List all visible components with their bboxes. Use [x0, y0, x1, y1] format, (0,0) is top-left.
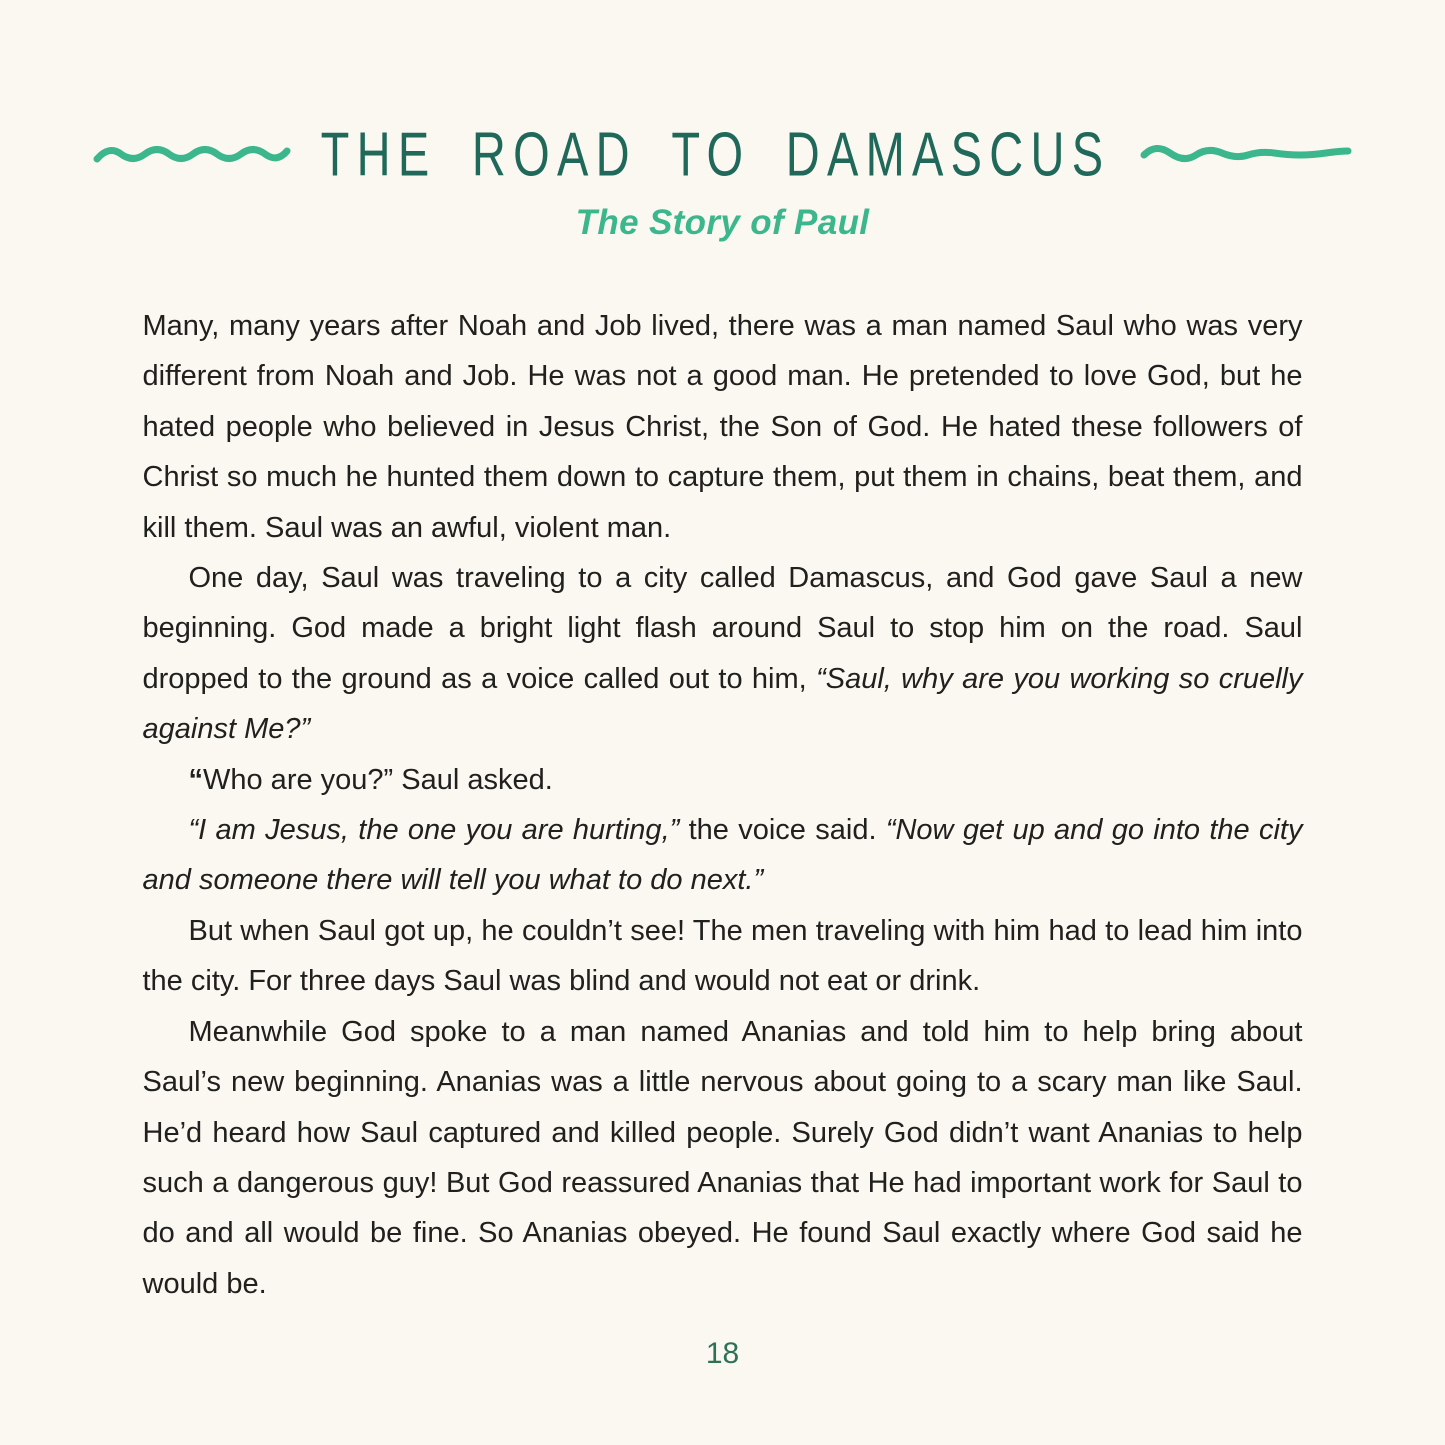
- paragraph-segment: “I am Jesus, the one you are hurting,”: [188, 814, 680, 847]
- paragraph-segment: Who are you?” Saul asked.: [203, 763, 553, 796]
- page-number: 18: [705, 1337, 740, 1370]
- wavy-line-icon-right: [1140, 137, 1352, 171]
- paragraph-segment: Meanwhile God spoke to a man named Ananias and told him to help bring about Saul’s new beginning. Ananias was a little nervous about going to a scary man like Saul. He’d heard how Saul captured and killed people. Surely God didn’t want Ananias to help such a dangerous guy! But God reassured Ananias that He had important work for Saul to do and all would be fine. So Ananias obeyed. He found Saul exactly where God said he would be.: [142, 1015, 1303, 1300]
- paragraph-segment: “Saul, why are you working so cruelly against Me?”: [142, 662, 1303, 746]
- paragraph-segment: “: [188, 763, 203, 796]
- paragraph: [143, 301, 1303, 553]
- paragraph: [143, 805, 1303, 906]
- paragraph: [143, 906, 1303, 1007]
- paragraph-segment: Many, many years after Noah and Job lived, there was a man named Saul who was very different from Noah and Job. He was not a good man. He pretended to love God, but he hated people who believed in Jesus Christ, the Son of God. He hated these followers of Christ so much he hunted them down to capture them, put them in chains, beat them, and kill them. Saul was an awful, violent man.: [142, 310, 1303, 544]
- paragraph: [143, 1007, 1303, 1309]
- body-text: [143, 301, 1303, 1309]
- paragraph-segment: “Now get up and go into the city and someone there will tell you what to do next.”: [142, 814, 1303, 897]
- paragraph: [143, 755, 1303, 805]
- chapter-title-row: [0, 118, 1445, 189]
- chapter-subtitle: The Story of Paul: [575, 203, 870, 242]
- paragraph-segment: One day, Saul was traveling to a city called Damascus, and God gave Saul a new beginning. God made a bright light flash around Saul to stop him on the road. Saul dropped to the ground as a voice called out to him,: [142, 562, 1303, 695]
- paragraph-segment: the voice said.: [679, 814, 886, 847]
- chapter-title: THE ROAD TO DAMASCUS: [320, 118, 1111, 189]
- page-footer: [0, 1337, 1445, 1371]
- paragraph: [143, 553, 1303, 755]
- wavy-line-icon-left: [93, 137, 291, 171]
- paragraph-segment: But when Saul got up, he couldn’t see! The men traveling with him had to lead him into the city. For three days Saul was blind and would not eat or drink.: [142, 914, 1303, 998]
- chapter-header: [0, 0, 1445, 243]
